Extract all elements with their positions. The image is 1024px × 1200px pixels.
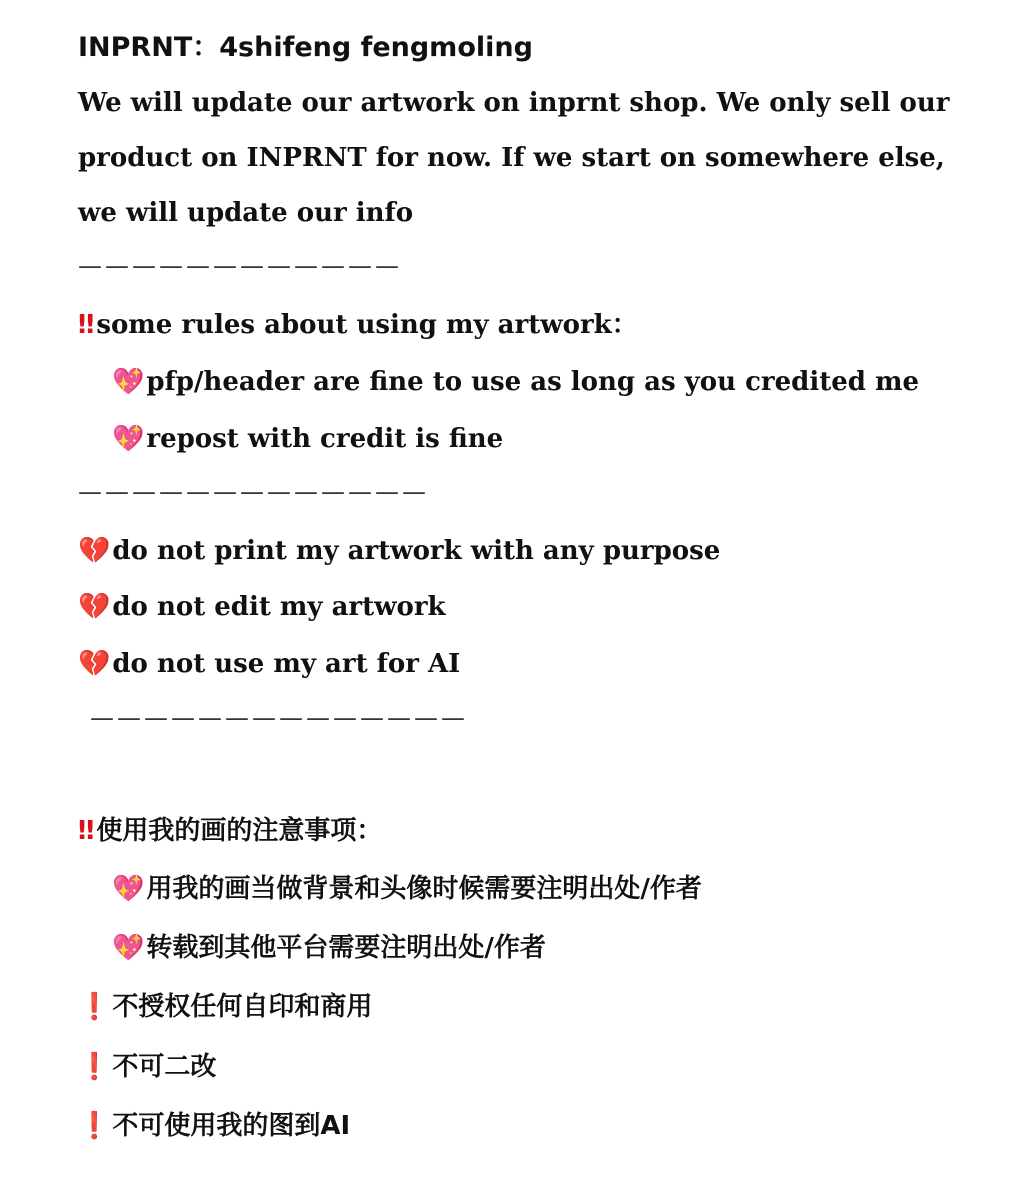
exclamation-icon: ❗: [78, 1052, 111, 1082]
sparkling-heart-icon: 💖: [112, 874, 145, 904]
list-item-text: do not print my artwork with any purpose: [112, 536, 721, 566]
list-item-text: 不可二改: [112, 1052, 217, 1082]
broken-heart-icon: 💔: [78, 592, 111, 622]
double-exclamation-icon: ‼: [78, 816, 95, 846]
list-item-text: repost with credit is fine: [146, 424, 504, 454]
english-rules-heading: [78, 312, 638, 338]
list-item-text: 转载到其他平台需要注明出处/作者: [146, 933, 546, 963]
list-item-text: 不可使用我的图到AI: [112, 1111, 351, 1141]
broken-heart-icon: 💔: [78, 649, 111, 679]
english-allowed-item: [112, 426, 503, 452]
chinese-rules-heading-text: 使用我的画的注意事项：: [96, 816, 383, 846]
list-item-text: 用我的画当做背景和头像时候需要注明出处/作者: [146, 874, 702, 904]
english-forbidden-item: [78, 651, 460, 677]
chinese-forbidden-item: [78, 1113, 350, 1139]
broken-heart-icon: 💔: [78, 536, 111, 566]
exclamation-icon: ❗: [78, 992, 111, 1022]
divider-2: —————————————: [78, 478, 429, 506]
list-item-text: do not use my art for AI: [112, 649, 461, 679]
chinese-forbidden-item: [78, 994, 372, 1020]
list-item-text: 不授权任何自印和商用: [112, 992, 373, 1022]
intro-line-3: we will update our info: [78, 198, 414, 228]
chinese-rules-heading: [78, 818, 382, 844]
english-allowed-item: [112, 369, 919, 395]
intro-line-1: We will update our artwork on inprnt shop. We only sell our: [78, 88, 950, 118]
chinese-forbidden-item: [78, 1054, 216, 1080]
english-rules-heading-text: some rules about using my artwork：: [96, 310, 638, 340]
english-forbidden-item: [78, 538, 720, 564]
list-item-text: do not edit my artwork: [112, 592, 446, 622]
chinese-allowed-item: [112, 876, 702, 902]
sparkling-heart-icon: 💖: [112, 424, 145, 454]
sparkling-heart-icon: 💖: [112, 933, 145, 963]
sparkling-heart-icon: 💖: [112, 367, 145, 397]
exclamation-icon: ❗: [78, 1111, 111, 1141]
chinese-allowed-item: [112, 935, 546, 961]
list-item-text: pfp/header are fine to use as long as you credited me: [146, 367, 920, 397]
double-exclamation-icon: ‼: [78, 310, 95, 340]
divider-1: ————————————: [78, 252, 402, 280]
intro-line-2: product on INPRNT for now. If we start on somewhere else,: [78, 143, 945, 173]
page-title: INPRNT：4shifeng fengmoling: [78, 32, 533, 63]
divider-3: ——————————————: [90, 704, 468, 732]
english-forbidden-item: [78, 594, 446, 620]
